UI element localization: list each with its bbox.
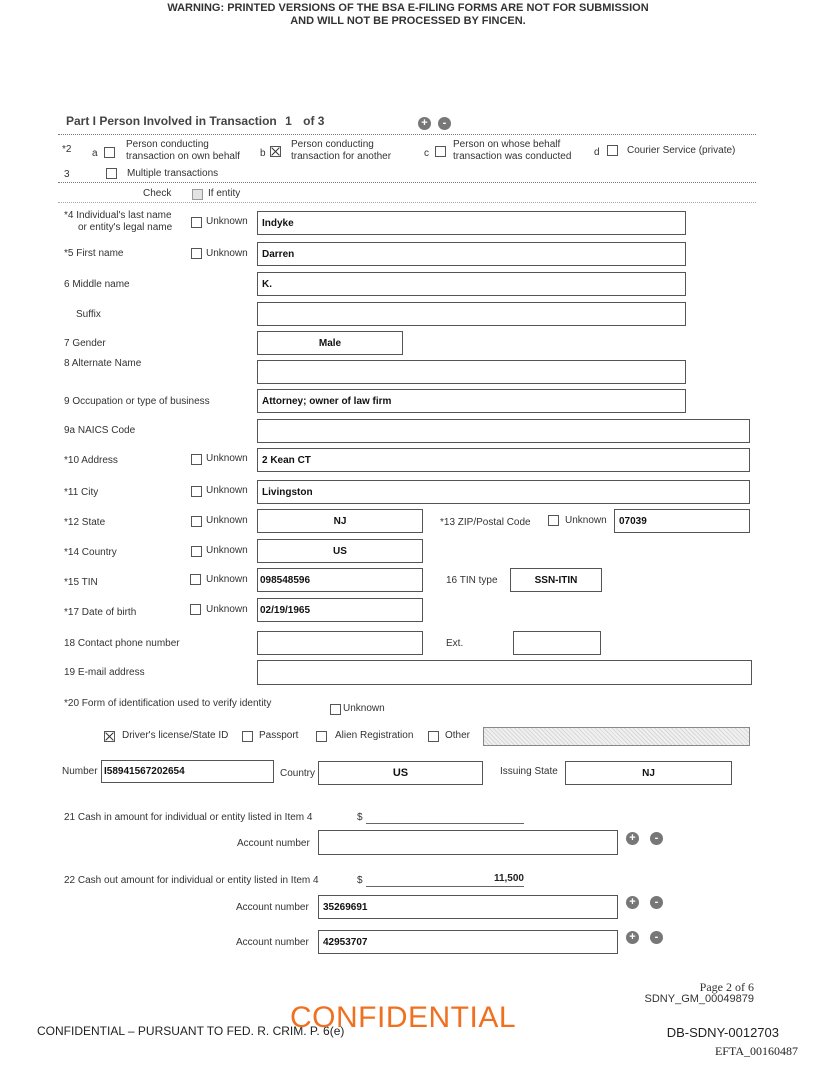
checkbox-courier[interactable] [607,145,618,156]
cash-in-account-field[interactable] [318,830,618,855]
checkbox-if-entity[interactable] [192,189,203,200]
part-title: Part I Person Involved in Transaction [66,114,277,128]
checkbox-address-unknown[interactable] [191,454,202,465]
add-cash-in-account-icon[interactable]: + [626,832,639,845]
item2-b-text [291,139,391,163]
last-name-label-1: *4 Individual's last name [64,210,172,221]
checkbox-city-unknown[interactable] [191,486,202,497]
checkbox-zip-unknown[interactable] [548,515,559,526]
check-label: Check [143,188,172,199]
city-field[interactable]: Livingston [257,480,750,504]
gender-field[interactable]: Male [257,331,403,355]
cash-out-label: 22 Cash out amount for individual or entity listed in Item 4 [64,875,319,886]
first-name-unknown-label: Unknown [206,248,248,259]
alternate-name-field[interactable] [257,360,686,384]
item2-b-letter: b [260,148,266,159]
address-field[interactable]: 2 Kean CT [257,448,750,472]
phone-field[interactable] [257,631,423,655]
id-number-label: Number [62,766,98,777]
tin-field[interactable]: 098548596 [257,568,423,592]
item2-label: *2 [62,144,72,155]
phone-label: 18 Contact phone number [64,638,180,649]
checkbox-on-whose-behalf[interactable] [435,146,446,157]
country-unknown-label: Unknown [206,545,248,556]
checkbox-state-unknown[interactable] [191,516,202,527]
checkbox-multiple-transactions[interactable] [106,168,117,179]
checkbox-drivers-license[interactable] [104,731,115,742]
middle-name-label: 6 Middle name [64,279,130,290]
state-field[interactable]: NJ [257,509,423,533]
naics-label: 9a NAICS Code [64,425,136,436]
checkbox-id-unknown[interactable] [330,704,341,715]
bates-db-sdny: DB-SDNY-0012703 [666,1025,779,1040]
last-name-field[interactable]: Indyke [257,211,686,235]
item2-c-text1: Person on whose behalf [453,139,561,150]
item2-c-text2: transaction was conducted [453,151,572,162]
id-country-label: Country [280,768,316,779]
item3-text: Multiple transactions [127,168,219,179]
drivers-license-label: Driver's license/State ID [122,730,229,741]
gender-label: 7 Gender [64,338,106,349]
bates-efta: EFTA_00160487 [714,1044,798,1058]
last-name-label [64,210,172,234]
remove-cash-in-account-icon[interactable]: - [650,832,663,845]
id-number-field[interactable]: I58941567202654 [101,760,274,783]
cash-out-amount-field[interactable]: 11,500 [366,873,524,887]
suffix-label: Suffix [76,309,101,320]
cash-out-account-label-1: Account number [236,902,309,913]
confidential-stamp: CONFIDENTIAL [290,1001,517,1034]
phone-ext-field[interactable] [513,631,601,655]
id-form-label: *20 Form of identification used to verify identity [64,698,272,709]
middle-name-field[interactable]: K. [257,272,686,296]
city-unknown-label: Unknown [206,485,248,496]
id-unknown-label: Unknown [343,703,385,714]
item2-b-text1: Person conducting [291,139,374,150]
occupation-field[interactable]: Attorney; owner of law firm [257,389,686,413]
remove-cash-out-account-icon-1[interactable]: - [650,896,663,909]
id-country-field[interactable]: US [318,761,483,785]
city-label: *11 City [64,487,99,498]
checkbox-country-unknown[interactable] [191,546,202,557]
email-field[interactable] [257,660,752,685]
warning-line-2: AND WILL NOT BE PROCESSED BY FINCEN. [290,15,526,27]
add-cash-out-account-icon-1[interactable]: + [626,896,639,909]
address-unknown-label: Unknown [206,453,248,464]
zip-label: *13 ZIP/Postal Code [440,517,531,528]
email-label: 19 E-mail address [64,667,145,678]
state-unknown-label: Unknown [206,515,248,526]
cash-in-amount-field[interactable] [366,811,524,824]
part-index: 1 [285,114,292,128]
suffix-field[interactable] [257,302,686,326]
part-title-row [66,114,324,128]
checkbox-own-behalf[interactable] [104,147,115,158]
alternate-name-label: 8 Alternate Name [64,358,142,369]
cash-out-account-label-2: Account number [236,937,309,948]
issuing-state-label: Issuing State [500,766,558,777]
item2-a-text [126,139,240,163]
item2-b-text2: transaction for another [291,151,392,162]
cash-in-label: 21 Cash in amount for individual or entity listed in Item 4 [64,812,313,823]
checkbox-tin-unknown[interactable] [190,574,201,585]
item2-a-letter: a [92,148,98,159]
dob-field[interactable]: 02/19/1965 [257,598,423,622]
cash-in-dollar: $ [357,812,363,823]
phone-ext-label: Ext. [446,638,464,649]
first-name-label: *5 First name [64,248,124,259]
last-name-label-2: or entity's legal name [78,222,173,233]
dob-unknown-label: Unknown [206,604,248,615]
warning-line-1: WARNING: PRINTED VERSIONS OF THE BSA E-FILING FORMS ARE NOT FOR SUBMISSION [167,2,649,14]
alien-registration-label: Alien Registration [335,730,414,741]
zip-field[interactable]: 07039 [614,509,750,533]
item2-a-text1: Person conducting [126,139,209,150]
remove-cash-out-account-icon-2[interactable]: - [650,931,663,944]
if-entity-label: If entity [208,188,241,199]
state-label: *12 State [64,517,106,528]
item2-d-letter: d [594,147,600,158]
cash-in-account-label: Account number [237,838,310,849]
cash-out-dollar: $ [357,875,363,886]
tin-label: *15 TIN [64,577,98,588]
first-name-field[interactable]: Darren [257,242,686,266]
remove-person-icon[interactable]: - [438,117,451,130]
occupation-label: 9 Occupation or type of business [64,396,210,407]
naics-field[interactable] [257,419,750,443]
passport-label: Passport [259,730,299,741]
page-footer [645,981,754,1005]
checkbox-alien-registration[interactable] [316,731,327,742]
cash-out-account-field-1[interactable]: 35269691 [318,895,618,919]
other-id-field[interactable] [483,727,750,746]
cash-out-account-field-2[interactable]: 42953707 [318,930,618,954]
checkbox-other[interactable] [428,731,439,742]
checkbox-last-name-unknown[interactable] [191,217,202,228]
part-of: of 3 [303,114,325,128]
other-label: Other [445,730,471,741]
tin-type-label: 16 TIN type [446,575,498,586]
address-label: *10 Address [64,455,118,466]
zip-unknown-label: Unknown [565,515,607,526]
checkbox-dob-unknown[interactable] [190,604,201,615]
dob-label: *17 Date of birth [64,607,137,618]
bates-sdny-gm: SDNY_GM_00049879 [644,993,754,1005]
item2-c-letter: c [424,148,429,159]
last-name-unknown-label: Unknown [206,216,248,227]
tin-type-field[interactable]: SSN-ITIN [510,568,602,592]
item2-c-text [453,139,571,163]
checkbox-first-name-unknown[interactable] [191,248,202,259]
page-number: Page 2 of 6 [699,980,754,994]
checkbox-passport[interactable] [242,731,253,742]
warning-banner [0,2,816,28]
country-field[interactable]: US [257,539,423,563]
country-label: *14 Country [64,547,117,558]
add-cash-out-account-icon-2[interactable]: + [626,931,639,944]
checkbox-for-another[interactable] [270,146,281,157]
add-person-icon[interactable]: + [418,117,431,130]
item2-a-text2: transaction on own behalf [126,151,240,162]
tin-unknown-label: Unknown [206,574,248,585]
item2-d-text: Courier Service (private) [627,145,736,156]
item3-label: 3 [64,169,70,180]
confidential-notice: CONFIDENTIAL – PURSUANT TO FED. R. CRIM. P. 6(e) [37,1024,345,1038]
issuing-state-field[interactable]: NJ [565,761,732,785]
